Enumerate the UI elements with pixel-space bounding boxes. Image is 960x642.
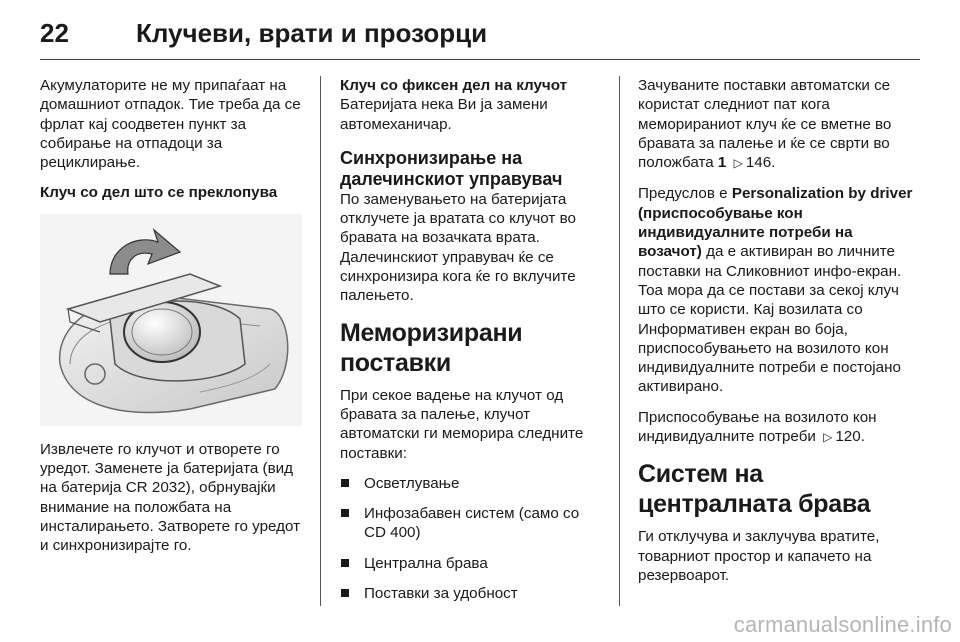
page-header [40,14,920,54]
fixed-key-heading: Клуч со фиксен дел на клучот [340,77,568,94]
list-item: Инфозабавен систем (само со CD 400) [340,504,600,543]
memorized-settings-list [340,474,600,603]
header-divider [40,59,920,60]
memorized-settings-text: При секое вадење на клучот од бравата за палење, клучот автоматски ги меморира следните поставки: [340,386,584,462]
memorized-settings-heading: Меморизирани поставки [340,318,523,377]
column-divider [320,76,321,606]
column-divider [619,76,620,606]
page-reference-link[interactable]: 146. [745,154,776,172]
central-locking-heading: Систем на централната брава [638,460,871,519]
personalization-text: Приспособување на возилото кон индивидуалните потреби ▷ 120. [638,408,877,446]
page-title: Клучеви, врати и прозорци [136,18,488,48]
page-reference-icon[interactable]: ▷ [823,430,833,445]
page-reference-link[interactable]: 120. [835,428,865,446]
page-reference-icon[interactable]: ▷ [733,156,743,171]
page-number: 22 [40,18,69,48]
stored-settings-text: Зачуваните поставки автоматски се користат следниот пат кога меморираниот клуч ќе се вметне во бравата за палење и ќе се сврти во положбата 1 ▷ 146. [638,77,892,172]
bullet-icon [341,509,349,517]
watermark: carmanualsonline.info [733,612,952,637]
remote-sync-heading: Синхронизирање на далечинскиот управувач [340,147,563,189]
remote-sync-text: По заменувањето на батеријата отклучете ја вратата со клучот во бравата на возачката врата. Далечинскиот управувач ќе се синхронизира кога ќе го вклучите палењето. [340,190,576,305]
bullet-icon [341,559,349,567]
bullet-icon [341,589,349,597]
bullet-icon [341,479,349,487]
folding-key-heading: Клуч со дел што се преклопува [40,184,278,202]
list-item: Поставки за удобност [340,584,600,603]
key-battery-replacement-illustration [40,214,302,426]
prerequisite-text: Предуслов е Personalization by driver (приспособување кон индивидуалните потреби на возачот) да е активиран во личните поставки на Сликовниот инфо-екран. Тоа мора да се постави за секој клуч што се користи. Кај возилата со Информативен екран во боја, приспособувањето на возилото кон индивидуалните потреби е постојано активирано. [638,185,913,396]
central-locking-text: Ги отклучува и заклучува вратите, товарниот простор и капачето на резервоарот. [638,528,880,584]
list-item: Осветлување [340,474,600,493]
column-right [638,76,920,596]
battery-disposal-text: Акумулаторите не му припаѓаат на домашниот отпадок. Тие треба да се фрлат кај соодветен пункт за собирање на отпадоци за рециклирање. [40,77,301,172]
column-middle [340,76,600,614]
column-left [40,76,305,567]
list-item: Централна брава [340,554,600,573]
battery-replacement-instructions: Извлечете го клучот и отворете го уредот. Заменете ја батеријата (вид на батерија CR 2032), обрнувајќи внимание на положбата на инсталирањето. Затворете го уредот и синхронизирајте го. [40,440,301,555]
fixed-key-text: Батеријата нека Ви ја замени автомеханичар. [340,96,548,133]
